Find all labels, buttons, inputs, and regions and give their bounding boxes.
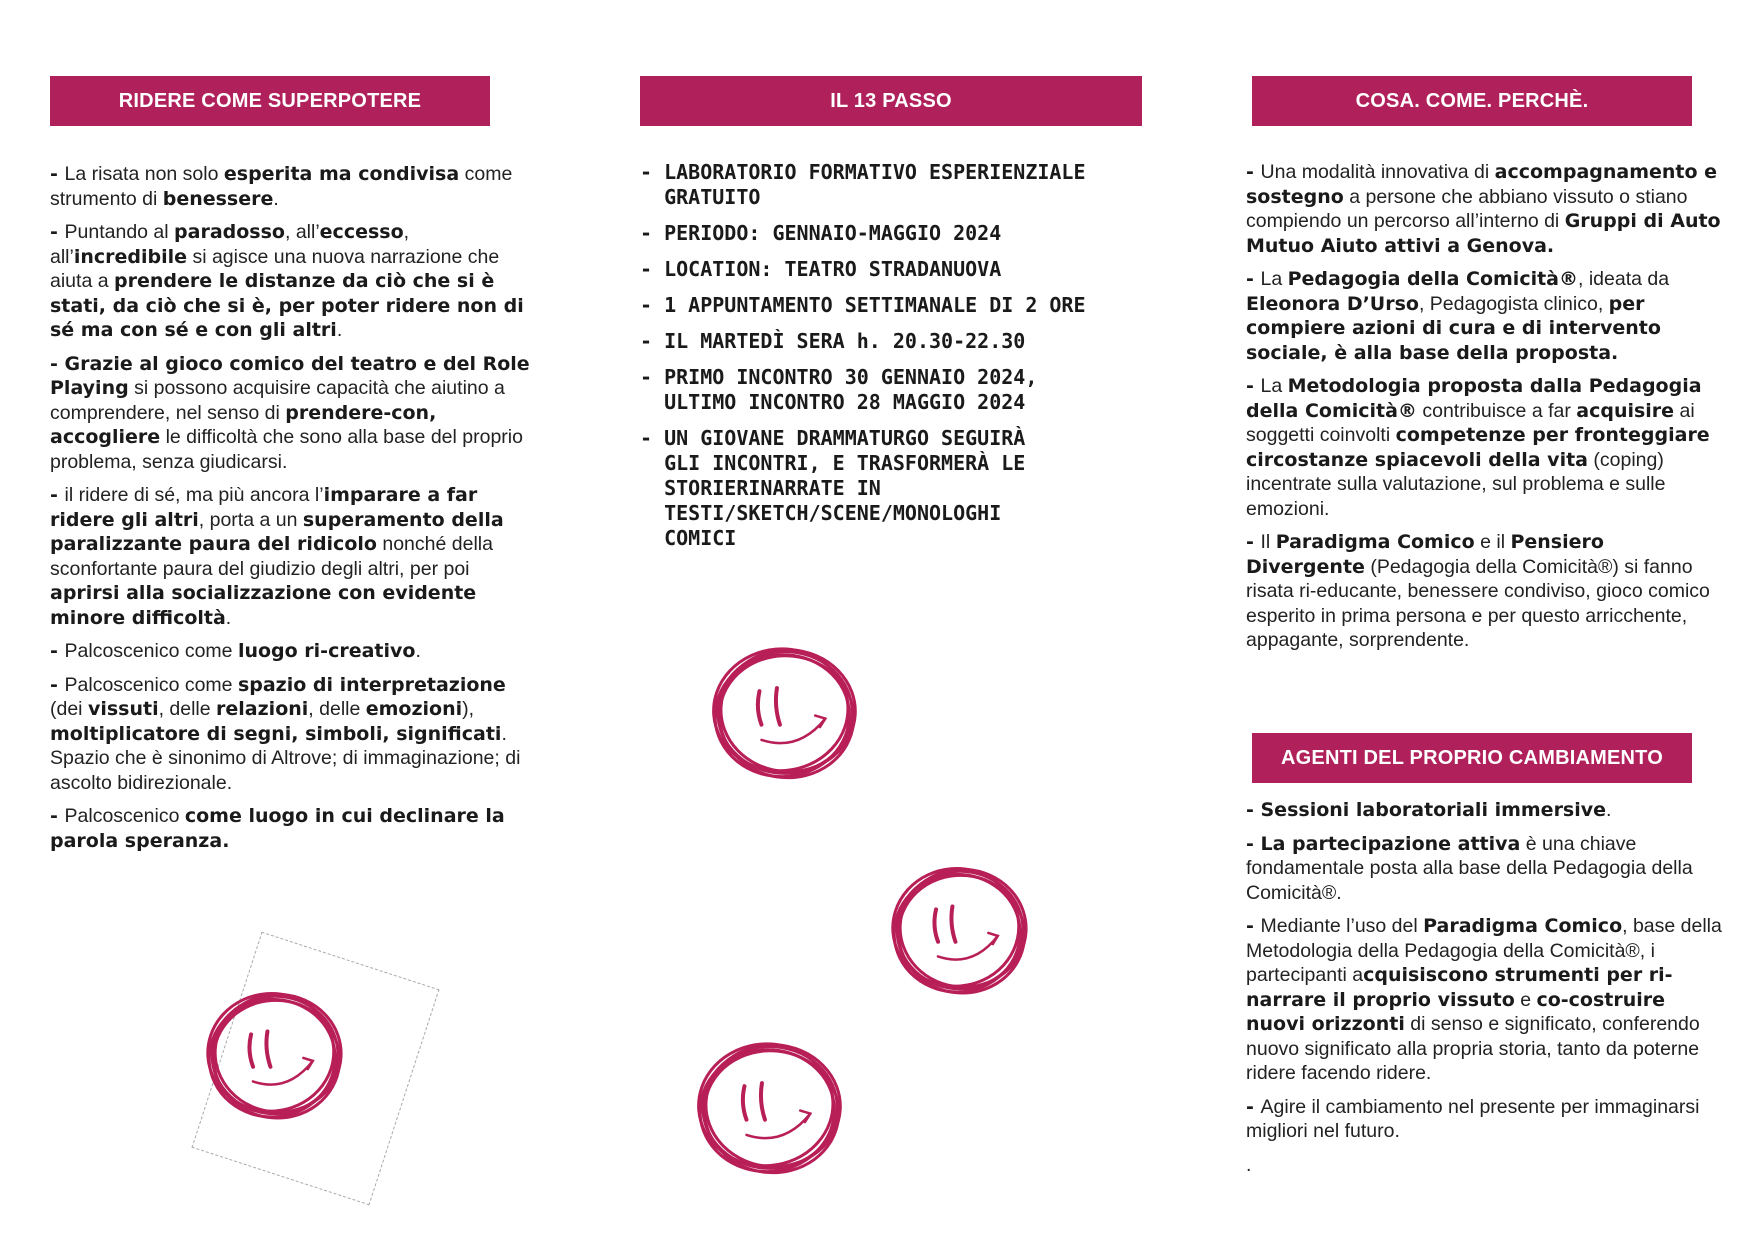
col1-paragraph: - Palcoscenico come luogo ri-creativo. bbox=[50, 640, 421, 662]
col1-paragraph: - Palcoscenico come luogo in cui declinare la parola speranza. bbox=[50, 805, 505, 852]
column-ridere-text bbox=[50, 162, 540, 862]
col3-paragraph: - Il Paradigma Comico e il Pensiero Divergente (Pedagogia della Comicità®) si fanno risata ri-educante, benessere condiviso, gioco comico esperito in prima persona e per questo arricchente, appagante, sorprendente. bbox=[1246, 531, 1710, 651]
col3-paragraph: - Una modalità innovativa di accompagnamento e sostegno a persone che abbiano vissuto o stiano compiendo un percorso all’interno di Gruppi di Auto Mutuo Aiuto attivi a Genova. bbox=[1246, 161, 1721, 257]
section-header-cosa-come-perche: COSA. COME. PERCHÈ. bbox=[1252, 76, 1692, 126]
smiley-icon bbox=[200, 985, 350, 1125]
column-agenti-text bbox=[1246, 798, 1726, 1186]
col3b-paragraph: . bbox=[1246, 1153, 1252, 1176]
col1-paragraph: - Puntando al paradosso, all’eccesso, all’incredibile si agisce una nuova narrazione che aiuta a prendere le distanze da ciò che si è stati, da ciò che si è, per poter ridere non di sé ma con sé e con gli altri. bbox=[50, 221, 524, 341]
col3b-paragraph: - La partecipazione attiva è una chiave fondamentale posta alla base della Pedagogia della Comicità®. bbox=[1246, 832, 1693, 904]
col1-paragraph: - il ridere di sé, ma più ancora l’imparare a far ridere gli altri, porta a un superamento della paralizzante paura del ridicolo nonché della sconfortante paura del giudizio degli altri, per poi aprirsi alla socializzazione con evidente minore difficoltà. bbox=[50, 484, 504, 629]
smiley-icon bbox=[885, 860, 1035, 1000]
section-header-agenti: AGENTI DEL PROPRIO CAMBIAMENTO bbox=[1252, 733, 1692, 783]
list-item: - PRIMO INCONTRO 30 GENNAIO 2024, ULTIMO INCONTRO 28 MAGGIO 2024 bbox=[640, 365, 1038, 414]
col1-paragraph: - Palcoscenico come spazio di interpretazione (dei vissuti, delle relazioni, delle emozioni), moltiplicatore di segni, simboli, significati. Spazio che è sinonimo di Altrove; di immaginazione; di ascolto bidirezionale. bbox=[50, 673, 521, 794]
col3b-paragraph: - Agire il cambiamento nel presente per immaginarsi migliori nel futuro. bbox=[1246, 1095, 1700, 1142]
column-cosa-text bbox=[1246, 160, 1722, 662]
smiley-icon bbox=[705, 640, 865, 785]
list-item: - PERIODO: GENNAIO-MAGGIO 2024 bbox=[640, 221, 1002, 245]
col3-paragraph: - La Metodologia proposta dalla Pedagogia della Comicità® contribuisce a far acquisire ai soggetti coinvolti competenze per fronteggiare circostanze spiacevoli della vita (coping) incentrate sulla valutazione, sul problema e sulle emozioni. bbox=[1246, 375, 1710, 520]
column-13-passo-list bbox=[640, 160, 1160, 562]
col1-paragraph: - Grazie al gioco comico del teatro e del Role Playing si possono acquisire capacità che aiutino a comprendere, nel senso di prendere-con, accogliere le difficoltà che sono alla base del proprio problema, senza giudicarsi. bbox=[50, 352, 530, 473]
col3b-paragraph: - Sessioni laboratoriali immersive. bbox=[1246, 799, 1612, 821]
list-item: - 1 APPUNTAMENTO SETTIMANALE DI 2 ORE bbox=[640, 293, 1086, 317]
list-item: - IL MARTEDÌ SERA h. 20.30-22.30 bbox=[640, 329, 1026, 353]
list-item: - UN GIOVANE DRAMMATURGO SEGUIRÀ GLI INCONTRI, E TRASFORMERÀ LE STORIERINARRATE IN TESTI/SKETCH/SCENE/MONOLOGHI COMICI bbox=[640, 426, 1026, 550]
smiley-icon bbox=[690, 1035, 850, 1180]
col3b-paragraph: - Mediante l’uso del Paradigma Comico, base della Metodologia della Pedagogia della Comicità®, i partecipanti acquisiscono strumenti per ri-narrare il proprio vissuto e co-costruire nuovi orizzonti di senso e significato, conferendo nuovo significato alla propria storia, tanto da poterne ridere facendo ridere. bbox=[1246, 915, 1722, 1084]
col1-paragraph: - La risata non solo esperita ma condivisa come strumento di benessere. bbox=[50, 163, 513, 210]
section-header-ridere: RIDERE COME SUPERPOTERE bbox=[50, 76, 490, 126]
section-header-13-passo: IL 13 PASSO bbox=[640, 76, 1142, 126]
list-item: - LABORATORIO FORMATIVO ESPERIENZIALE GRATUITO bbox=[640, 160, 1086, 209]
list-item: - LOCATION: TEATRO STRADANUOVA bbox=[640, 257, 1002, 281]
col3-paragraph: - La Pedagogia della Comicità®, ideata da Eleonora D’Urso, Pedagogista clinico, per compiere azioni di cura e di intervento sociale, è alla base della proposta. bbox=[1246, 268, 1670, 364]
